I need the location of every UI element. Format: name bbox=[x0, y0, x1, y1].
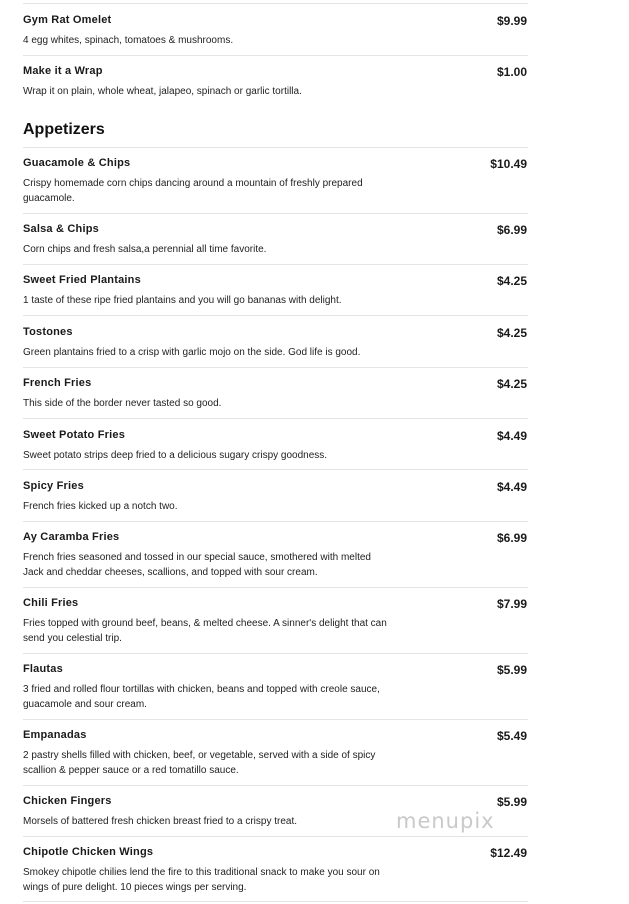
item-name: Spicy Fries bbox=[23, 480, 84, 492]
item-description: French fries kicked up a notch two. bbox=[23, 501, 178, 512]
item-name: Tostones bbox=[23, 326, 73, 338]
watermark-logo: menupix bbox=[396, 809, 495, 833]
divider bbox=[23, 653, 528, 654]
item-description: 3 fried and rolled flour tortillas with chicken, beans and topped with creole sauce, guacamole and sour cream. bbox=[23, 684, 380, 710]
item-price: $1.00 bbox=[496, 65, 527, 79]
item-price: $9.99 bbox=[496, 14, 527, 28]
item-name: Make it a Wrap bbox=[23, 65, 103, 77]
item-description: Green plantains fried to a crisp with garlic mojo on the side. God life is good. bbox=[23, 347, 361, 358]
divider bbox=[23, 147, 528, 148]
item-description: French fries seasoned and tossed in our special sauce, smothered with melted Jack and cheddar cheeses, scallions, and topped with sour cream. bbox=[23, 552, 371, 578]
item-description: Fries topped with ground beef, beans, & melted cheese. A sinner's delight that can send you celestial trip. bbox=[23, 618, 387, 644]
item-price: $7.99 bbox=[496, 597, 527, 611]
divider bbox=[23, 785, 528, 786]
item-price: $5.99 bbox=[496, 795, 527, 809]
item-description: Wrap it on plain, whole wheat, jalapeo, spinach or garlic tortilla. bbox=[23, 86, 302, 97]
item-description: Morsels of battered fresh chicken breast fried to a crispy treat. bbox=[23, 816, 298, 827]
item-description: 1 taste of these ripe fried plantains and you will go bananas with delight. bbox=[23, 295, 342, 306]
divider bbox=[23, 367, 528, 368]
divider bbox=[23, 521, 528, 522]
item-price: $4.25 bbox=[496, 377, 527, 391]
item-name: French Fries bbox=[23, 377, 92, 389]
item-price: $6.99 bbox=[496, 223, 527, 237]
divider bbox=[23, 213, 528, 214]
item-price: $12.49 bbox=[490, 846, 527, 860]
divider bbox=[23, 55, 528, 56]
item-description: 2 pastry shells filled with chicken, beef, or vegetable, served with a side of spicy scallion & pepper sauce or a red tomatillo sauce. bbox=[23, 750, 376, 776]
item-name: Guacamole & Chips bbox=[23, 157, 131, 169]
divider bbox=[23, 3, 528, 4]
item-name: Empanadas bbox=[23, 729, 87, 741]
item-price: $10.49 bbox=[490, 157, 527, 171]
item-price: $4.49 bbox=[496, 480, 527, 494]
item-price: $4.25 bbox=[496, 326, 527, 340]
item-description: 4 egg whites, spinach, tomatoes & mushrooms. bbox=[23, 35, 234, 46]
item-name: Flautas bbox=[23, 663, 63, 675]
item-name: Salsa & Chips bbox=[23, 223, 99, 235]
item-price: $6.99 bbox=[496, 531, 527, 545]
section-title: Appetizers bbox=[23, 121, 105, 138]
divider bbox=[23, 469, 528, 470]
item-description: This side of the border never tasted so good. bbox=[23, 398, 222, 409]
divider bbox=[23, 901, 528, 902]
divider bbox=[23, 587, 528, 588]
item-name: Chili Fries bbox=[23, 597, 79, 609]
item-name: Ay Caramba Fries bbox=[23, 531, 120, 543]
item-name: Chipotle Chicken Wings bbox=[23, 846, 154, 858]
divider bbox=[23, 418, 528, 419]
item-name: Sweet Potato Fries bbox=[23, 429, 126, 441]
item-price: $4.25 bbox=[496, 274, 527, 288]
divider bbox=[23, 719, 528, 720]
item-price: $4.49 bbox=[496, 429, 527, 443]
item-name: Gym Rat Omelet bbox=[23, 14, 112, 26]
item-price: $5.99 bbox=[496, 663, 527, 677]
item-description: Sweet potato strips deep fried to a delicious sugary crispy goodness. bbox=[23, 450, 328, 461]
item-name: Sweet Fried Plantains bbox=[23, 274, 141, 286]
divider bbox=[23, 264, 528, 265]
divider bbox=[23, 315, 528, 316]
item-description: Crispy homemade corn chips dancing around a mountain of freshly prepared guacamole. bbox=[23, 178, 363, 204]
item-price: $5.49 bbox=[496, 729, 527, 743]
item-description: Smokey chipotle chilies lend the fire to this traditional snack to make you sour on wings of pure delight. 10 pieces wings per serving. bbox=[23, 867, 380, 893]
item-name: Chicken Fingers bbox=[23, 795, 112, 807]
divider bbox=[23, 836, 528, 837]
item-description: Corn chips and fresh salsa,a perennial all time favorite. bbox=[23, 244, 267, 255]
